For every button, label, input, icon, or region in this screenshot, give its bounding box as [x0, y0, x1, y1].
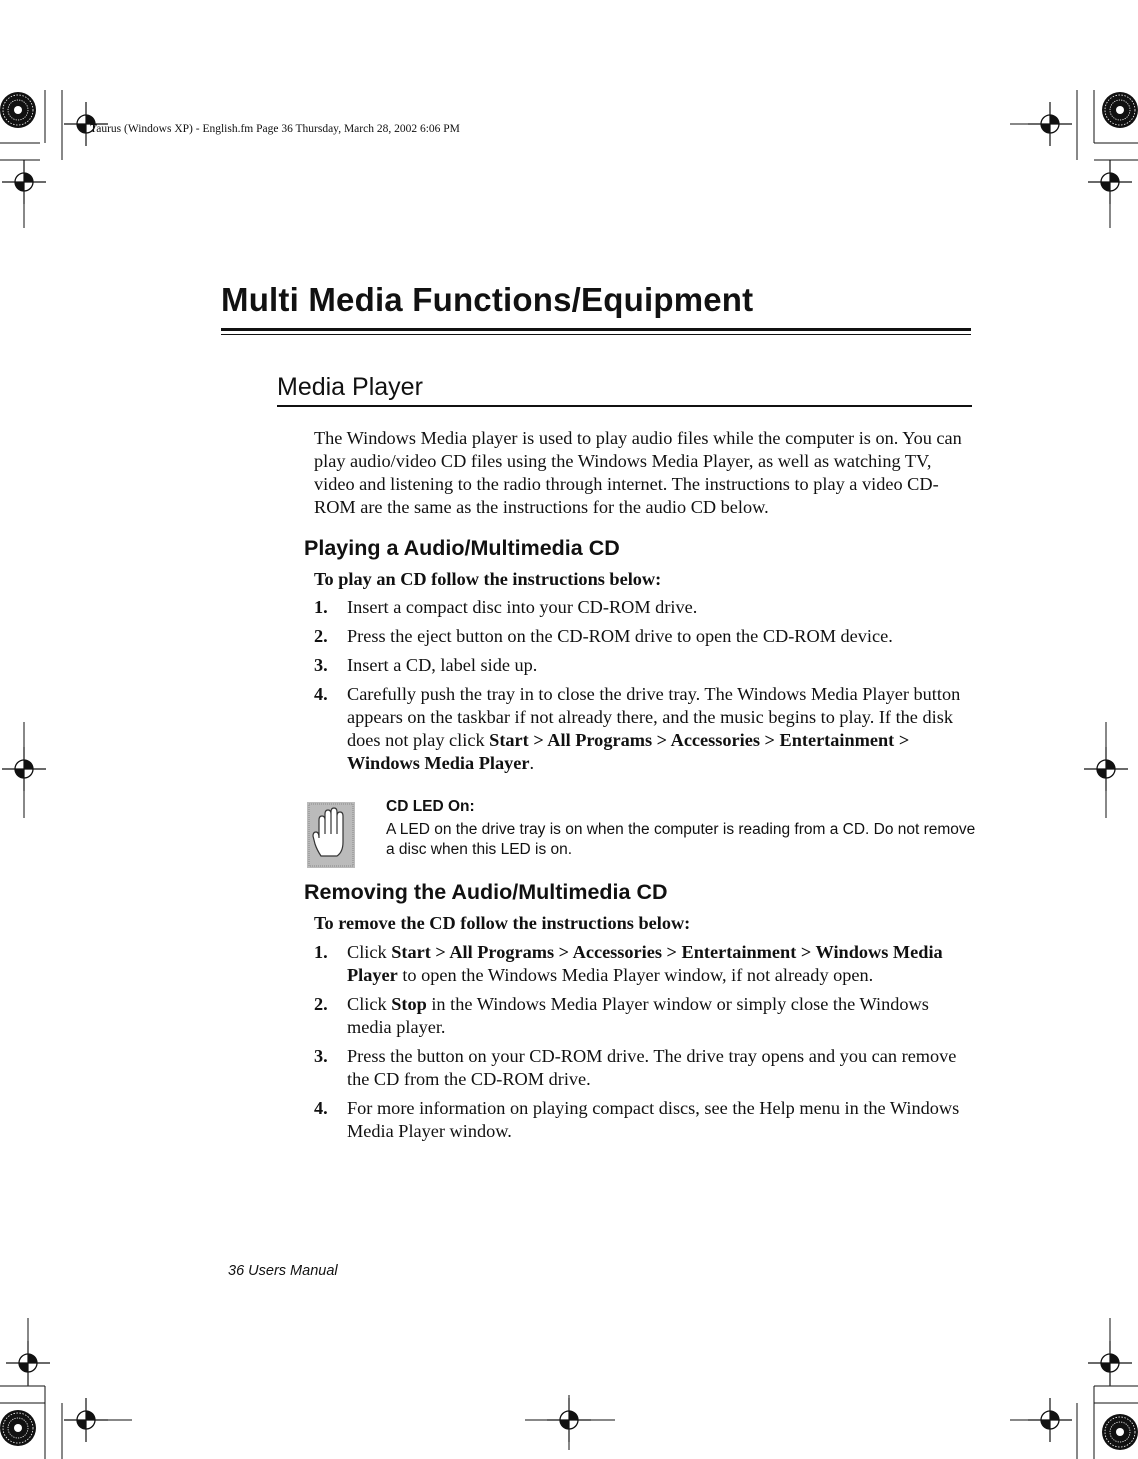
step-number: 3.	[314, 1046, 328, 1066]
step-menu-path: Start > All Programs > Accessories > Entertainment > Windows Media Player	[347, 942, 943, 985]
step-text: Insert a CD, label side up.	[347, 655, 538, 675]
step-text: Press the button on your CD-ROM drive. The drive tray opens and you can remove the CD from the CD-ROM drive.	[347, 1046, 957, 1089]
step-number: 2.	[314, 626, 328, 646]
bottom-center-mark	[525, 1395, 615, 1450]
step-text: Click	[347, 942, 392, 962]
step-number: 4.	[314, 1098, 328, 1118]
step-number: 1.	[314, 942, 328, 962]
bottom-right-marks	[1010, 1318, 1138, 1459]
page-footer: 36 Users Manual	[228, 1263, 338, 1279]
removing-heading: Removing the Audio/Multimedia CD	[304, 880, 668, 904]
step-text-end: in the Windows Media Player window or simply close the Windows media player.	[347, 994, 929, 1037]
list-item	[314, 941, 974, 987]
removing-subheading: To remove the CD follow the instructions below:	[314, 913, 691, 933]
step-text-end: .	[529, 753, 535, 773]
intro-paragraph: The Windows Media player is used to play audio files while the computer is on. You can play audio/video CD files using the Windows Media Player, as well as watching TV, video and listening to the radio through internet. The instructions to play a video CD-ROM are the same as the instructions for the audio CD below.	[314, 428, 962, 517]
bottom-left-marks	[0, 1318, 132, 1459]
file-header-line: Taurus (Windows XP) - English.fm Page 36 Thursday, March 28, 2002 6:06 PM	[90, 123, 460, 135]
step-text: Carefully push the tray in to close the drive tray. The Windows Media Player button appears on the taskbar if not already there, and the music begins to play. If the disk does not play click	[347, 684, 961, 750]
step-number: 3.	[314, 655, 328, 675]
list-item	[314, 1097, 974, 1143]
step-menu-path: Start > All Programs > Accessories > Entertainment > Windows Media Player	[347, 730, 910, 773]
list-item	[314, 993, 974, 1039]
step-text-end: to open the Windows Media Player window, if not already open.	[397, 965, 874, 985]
left-mid-mark	[2, 722, 46, 818]
section-rule	[277, 405, 972, 407]
chapter-rule-thick	[221, 328, 971, 331]
playing-heading: Playing a Audio/Multimedia CD	[304, 536, 620, 560]
top-right-marks	[1010, 90, 1138, 228]
right-mid-mark	[1084, 722, 1128, 818]
list-item	[314, 654, 974, 677]
note-title: CD LED On:	[386, 798, 475, 815]
removing-steps	[314, 941, 974, 1149]
chapter-rule-thin	[221, 334, 971, 335]
step-text: Press the eject button on the CD-ROM drive to open the CD-ROM device.	[347, 626, 893, 646]
step-bold: Stop	[391, 994, 427, 1014]
step-number: 1.	[314, 597, 328, 617]
note-text: A LED on the drive tray is on when the computer is reading from a CD. Do not remove a disc when this LED is on.	[386, 821, 976, 858]
step-number: 4.	[314, 684, 328, 704]
chapter-title: Multi Media Functions/Equipment	[221, 281, 754, 318]
step-text: Insert a compact disc into your CD-ROM drive.	[347, 597, 698, 617]
step-text: Click	[347, 994, 392, 1014]
section-title: Media Player	[277, 373, 423, 401]
list-item	[314, 683, 974, 775]
step-text: For more information on playing compact discs, see the Help menu in the Windows Media Player window.	[347, 1098, 960, 1141]
top-left-marks	[0, 90, 108, 228]
list-item	[314, 625, 974, 648]
list-item	[314, 1045, 974, 1091]
playing-subheading: To play an CD follow the instructions below:	[314, 569, 662, 589]
playing-steps	[314, 596, 974, 781]
list-item	[314, 596, 974, 619]
step-number: 2.	[314, 994, 328, 1014]
hand-stop-icon	[307, 802, 355, 868]
